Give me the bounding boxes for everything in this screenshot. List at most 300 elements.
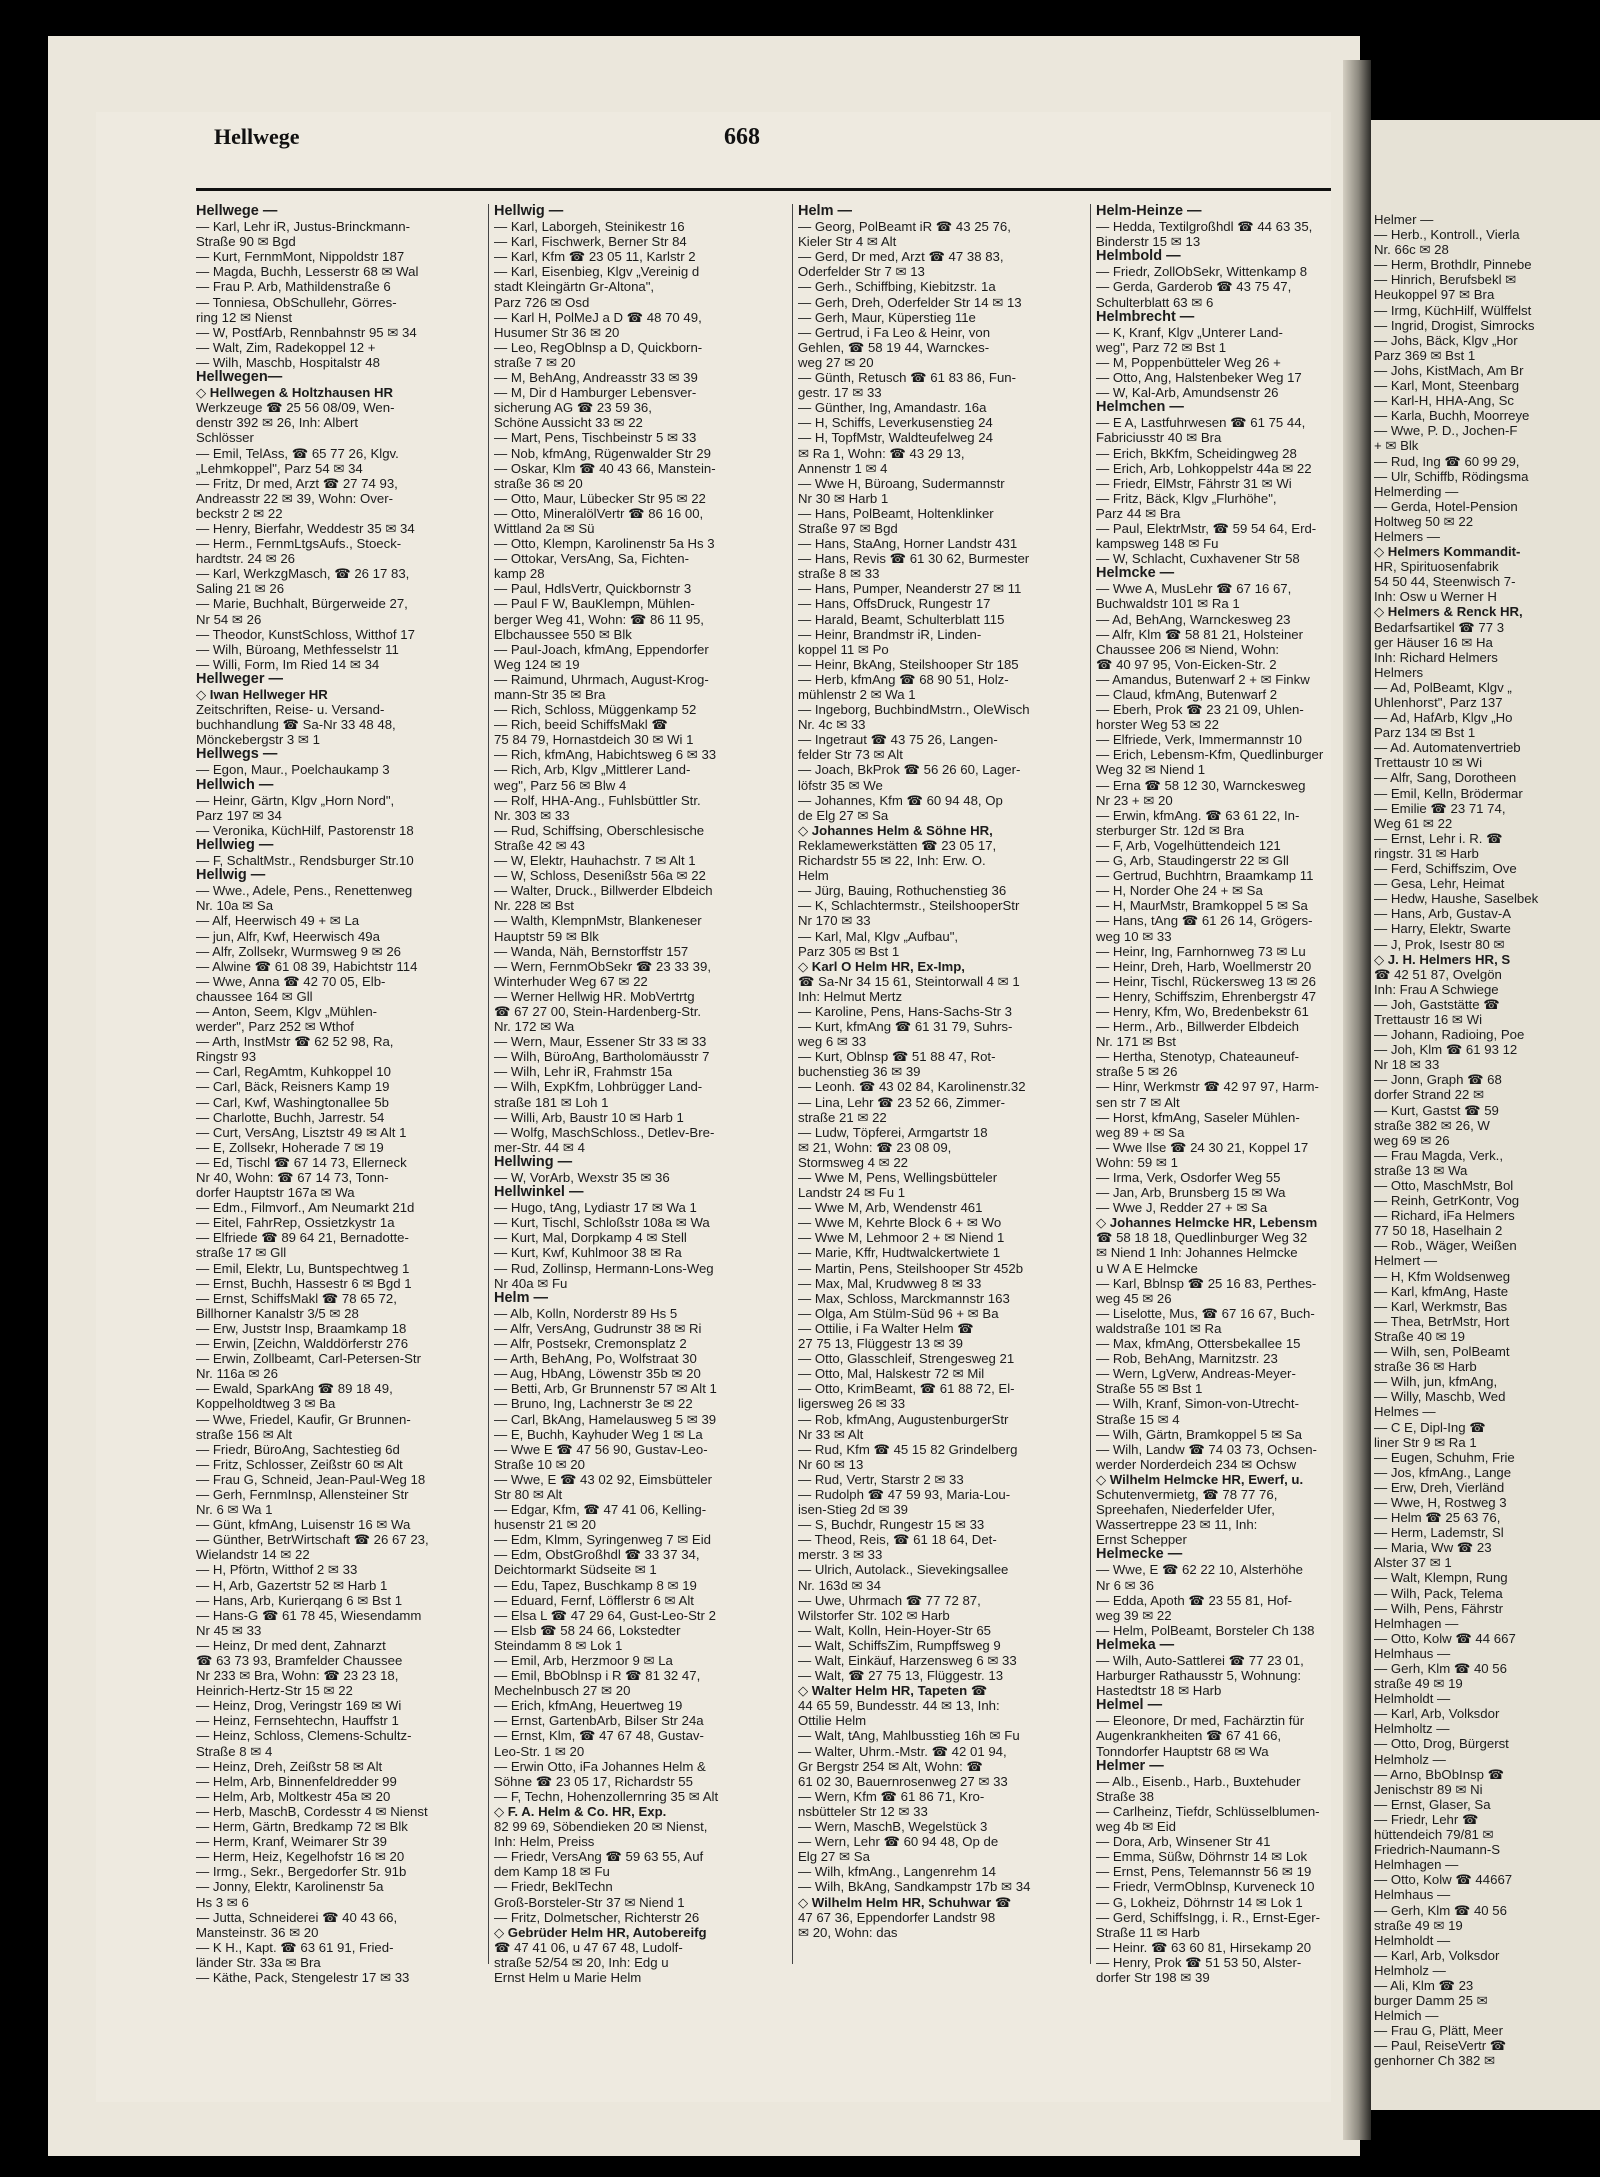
directory-entry: — Heinz, Fernsehtechn, Hauffstr 1 xyxy=(196,1713,399,1729)
directory-entry: Hauptstr 59 ✉ Blk xyxy=(494,928,599,944)
next-page-line: Parz 369 ✉ Bst 1 xyxy=(1374,347,1476,363)
directory-entry: Parz 726 ✉ Osd xyxy=(494,294,590,310)
next-page-line: — Gerh, Klm ☎ 40 56 xyxy=(1374,1902,1507,1918)
directory-entry: — Henry, Kfm, Wo, Bredenbekstr 61 xyxy=(1096,1003,1309,1019)
next-page-line: liner Str 9 ✉ Ra 1 xyxy=(1374,1434,1477,1450)
next-page-line: — Karl, Arb, Volksdor xyxy=(1374,1947,1500,1963)
directory-entry: — S, Buchdr, Rungestr 15 ✉ 33 xyxy=(798,1517,985,1533)
next-page-line: Helmerding — xyxy=(1374,483,1459,499)
directory-entry: — Helm, Arb, Moltkestr 45a ✉ 20 xyxy=(196,1788,391,1804)
directory-entry: — Nob, kfmAng, Rügenwalder Str 29 xyxy=(494,445,711,461)
directory-entry: Chaussee 206 ✉ Niend, Wohn: xyxy=(1096,641,1280,657)
directory-entry: — Edm, ObstGroßhdl ☎ 33 37 34, xyxy=(494,1547,700,1563)
next-page-line: — Irmg, KüchHilf, Wülffelst xyxy=(1374,302,1532,318)
directory-entry: — Alb., Eisenb., Harb., Buxtehuder xyxy=(1096,1773,1301,1789)
next-page-line: — Rob., Wäger, Weißen xyxy=(1374,1238,1517,1254)
directory-entry: gestr. 17 ✉ 33 xyxy=(798,385,882,401)
directory-entry: weg", Parz 56 ✉ Blw 4 xyxy=(494,777,627,793)
directory-entry: — Rudolph ☎ 47 59 93, Maria-Lou- xyxy=(798,1486,1011,1502)
directory-entry: — Rud, Kfm ☎ 45 15 82 Grindelberg xyxy=(798,1441,1018,1457)
directory-entry: — Herb, MaschB, Cordesstr 4 ✉ Nienst xyxy=(196,1803,428,1819)
directory-entry: Reklamewerkstätten ☎ 23 05 17, xyxy=(798,837,997,853)
directory-entry: — Gerd, SchiffsIngg, i. R., Ernst-Eger- xyxy=(1096,1909,1321,1925)
next-page-line: — Herm, Brothdlr, Pinnebe xyxy=(1374,257,1532,273)
directory-entry: — G, Lokheiz, Döhrnstr 14 ✉ Lok 1 xyxy=(1096,1894,1303,1910)
directory-entry: — Erich, Arb, Lohkoppelstr 44a ✉ 22 xyxy=(1096,460,1312,476)
directory-entry: — Leo, RegOblnsp a D, Quickborn- xyxy=(494,339,703,355)
directory-entry: — Max, kfmAng, Ottersbekallee 15 xyxy=(1096,1336,1301,1352)
next-page-line: 77 50 18, Haselhain 2 xyxy=(1374,1223,1503,1239)
directory-entry: — Friedr, VermOblnsp, Kurveneck 10 xyxy=(1096,1879,1315,1895)
directory-entry: — Wwe M, Lehmoor 2 + ✉ Niend 1 xyxy=(798,1230,1005,1246)
directory-entry: — Gertrud, i Fa Leo & Heinr, von xyxy=(798,324,991,340)
directory-entry: — Otto, KrimBeamt, ☎ 61 88 72, El- xyxy=(798,1381,1015,1397)
header-rule xyxy=(196,188,1331,191)
directory-entry: — Wwe, E ☎ 62 22 10, Alsterhöhe xyxy=(1096,1562,1304,1578)
directory-entry: hardtstr. 24 ✉ 26 xyxy=(196,551,296,567)
next-page-line: Helmhaus — xyxy=(1374,1645,1451,1661)
directory-entry: — Günt, kfmAng, Luisenstr 16 ✉ Wa xyxy=(196,1517,411,1533)
directory-entry: — Heinr, Dreh, Harb, Woellmerstr 20 xyxy=(1096,958,1312,974)
directory-entry: ring 12 ✉ Nienst xyxy=(196,309,293,325)
directory-entry: — Herm., Arb., Billwerder Elbdeich xyxy=(1096,1019,1300,1035)
directory-entry: Helm-Heinze — xyxy=(1096,204,1202,219)
directory-entry: — Carlheinz, Tiefdr, Schlüsselblumen- xyxy=(1096,1803,1320,1819)
next-page-line: Uhlenhorst", Parz 137 xyxy=(1374,695,1503,710)
directory-entry: — E, Zollsekr, Hoherade 7 ✉ 19 xyxy=(196,1139,384,1155)
directory-entry: Hs 3 ✉ 6 xyxy=(196,1894,249,1910)
directory-entry: — Karl, WerkzgMasch, ☎ 26 17 83, xyxy=(196,566,410,582)
directory-entry: — Karl, Fischwerk, Berner Str 84 xyxy=(494,234,687,250)
directory-entry: Wohn: 59 ✉ 1 xyxy=(1096,1154,1178,1170)
directory-entry: — Elsb ☎ 58 24 66, Lokstedter xyxy=(494,1622,681,1638)
directory-entry: — Ewald, SparkAng ☎ 89 18 49, xyxy=(196,1381,393,1397)
directory-entry: Hellwieg — xyxy=(196,836,274,853)
directory-entry: — E, Buchh, Kayhuder Weg 1 ✉ La xyxy=(494,1426,703,1442)
directory-entry: — Eberh, Prok ☎ 23 21 09, Uhlen- xyxy=(1096,702,1304,718)
directory-column-1 xyxy=(196,204,466,2094)
directory-entry: — Marie, Buchhalt, Bürgerweide 27, xyxy=(196,596,408,612)
directory-entry: — W, VorArb, Wexstr 35 ✉ 36 xyxy=(494,1170,670,1185)
directory-entry: Gr Bergstr 254 ✉ Alt, Wohn: ☎ xyxy=(798,1758,983,1774)
directory-entry: — Emil, Elektr, Lu, Buntspechtweg 1 xyxy=(196,1260,410,1276)
directory-entry: — Johannes, Kfm ☎ 60 94 48, Op xyxy=(798,792,1003,808)
directory-entry: — Uwe, Uhrmach ☎ 77 72 87, xyxy=(798,1592,981,1608)
directory-entry: — Alfr, VersAng, Gudrunstr 38 ✉ Ri xyxy=(494,1320,702,1336)
directory-entry: — Wwe A, MusLehr ☎ 67 16 67, xyxy=(1096,581,1292,597)
next-page-line: ◇ Helmers Kommandit- xyxy=(1374,544,1521,560)
directory-entry: — Henry, Prok ☎ 51 53 50, Alster- xyxy=(1096,1954,1302,1970)
next-page-line: — Otto, MaschMstr, Bol xyxy=(1374,1178,1514,1193)
directory-entry: mühlenstr 2 ✉ Wa 1 xyxy=(798,687,916,702)
directory-entry: — Wwe., Adele, Pens., Renettenweg xyxy=(196,883,413,899)
directory-entry: Nr. 10a ✉ Sa xyxy=(196,898,274,914)
directory-entry: buchhandlung ☎ Sa-Nr 33 48 48, xyxy=(196,717,396,733)
next-page-line: straße 49 ✉ 19 xyxy=(1374,1917,1463,1933)
next-page-line: — Gesa, Lehr, Heimat xyxy=(1374,876,1505,892)
directory-entry: — Ernst, Pens, Telemannstr 56 ✉ 19 xyxy=(1096,1864,1312,1880)
directory-entry: — Friedr, ElMstr, Fährstr 31 ✉ Wi xyxy=(1096,475,1292,491)
directory-entry: Nr. 303 ✉ 33 xyxy=(494,807,570,823)
directory-entry: ◇ Wilhelm Helm HR, Schuhwar ☎ xyxy=(798,1894,1012,1910)
directory-entry: — jun, Alfr, Kwf, Heerwisch 49a xyxy=(196,928,380,944)
next-page-line: — Rud, Ing ☎ 60 99 29, xyxy=(1374,453,1520,469)
directory-entry: Annenstr 1 ✉ 4 xyxy=(798,460,888,476)
directory-entry: ◇ Gebrüder Helm HR, Autobereifg xyxy=(494,1924,707,1940)
directory-entry: Fabriciusstr 40 ✉ Bra xyxy=(1096,430,1222,446)
directory-entry: — Wwe E ☎ 47 56 90, Gustav-Leo- xyxy=(494,1441,708,1457)
directory-entry: Wittland 2a ✉ Sü xyxy=(494,520,595,536)
directory-entry: werder Norderdeich 234 ✉ Ochsw xyxy=(1096,1456,1297,1472)
directory-entry: — Heinz, Drog, Veringstr 169 ✉ Wi xyxy=(196,1698,402,1714)
column-divider xyxy=(792,204,793,1964)
directory-entry: Straße 55 ✉ Bst 1 xyxy=(1096,1381,1203,1397)
directory-entry: — Theod, Reis, ☎ 61 18 64, Det- xyxy=(798,1532,997,1548)
directory-entry: kamp 28 xyxy=(494,566,545,582)
directory-entry: — Ludw, Töpferei, Armgartstr 18 xyxy=(798,1124,988,1140)
next-page-line: — Otto, Kolw ☎ 44 667 xyxy=(1374,1630,1516,1646)
directory-entry: Tonndorfer Hauptstr 68 ✉ Wa xyxy=(1096,1743,1269,1759)
directory-entry: Ernst Helm u Marie Helm xyxy=(494,1969,642,1985)
directory-entry: — Willi, Arb, Baustr 10 ✉ Harb 1 xyxy=(494,1109,684,1125)
directory-entry: — Hans, StaAng, Horner Landstr 431 xyxy=(798,536,1018,552)
directory-entry: — Erich, BkKfm, Scheidingweg 28 xyxy=(1096,445,1297,461)
directory-entry: — Walt, SchiffsZim, Rumpffsweg 9 xyxy=(798,1637,1001,1653)
directory-entry: — Martin, Pens, Steilshooper Str 452b xyxy=(798,1260,1024,1276)
directory-entry: Helm — xyxy=(798,204,852,219)
directory-entry: — Fritz, Schlosser, Zeißstr 60 ✉ Alt xyxy=(196,1456,403,1472)
directory-entry: sterburger Str. 12d ✉ Bra xyxy=(1096,822,1245,838)
next-page-line: Helmhagen — xyxy=(1374,1857,1459,1873)
directory-entry: — Wwe M, Kehrte Block 6 + ✉ Wo xyxy=(798,1215,1002,1231)
directory-entry: — Wern, Lehr ☎ 60 94 48, Op de xyxy=(798,1834,999,1850)
directory-entry: — Hans, Pumper, Neanderstr 27 ✉ 11 xyxy=(798,581,1022,597)
directory-entry: — Wolfg, MaschSchloss., Detlev-Bre- xyxy=(494,1124,715,1140)
directory-entry: — Willi, Form, Im Ried 14 ✉ 34 xyxy=(196,656,380,672)
directory-entry: — Gerh, Dreh, Oderfelder Str 14 ✉ 13 xyxy=(798,294,1022,310)
directory-entry: — Kurt, FernmMont, Nippoldstr 187 xyxy=(196,249,405,265)
directory-entry: Nr 54 ✉ 26 xyxy=(196,611,262,627)
next-page-line: — Maria, Ww ☎ 23 xyxy=(1374,1540,1492,1556)
directory-entry: — Kurt, Kwf, Kuhlmoor 38 ✉ Ra xyxy=(494,1245,682,1261)
directory-entry: — Emil, BbOblnsp i R ☎ 81 32 47, xyxy=(494,1668,701,1684)
directory-entry: — Edu, Tapez, Buschkamp 8 ✉ 19 xyxy=(494,1577,697,1593)
next-page-line: Inh: Osw u Werner H xyxy=(1374,589,1497,605)
directory-entry: — Walth, KlempnMstr, Blankeneser xyxy=(494,913,702,929)
directory-entry: Ottilie Helm xyxy=(798,1713,867,1729)
next-page-line: — Karla, Buchh, Moorreye xyxy=(1374,408,1530,424)
directory-entry: Helmel — xyxy=(1096,1697,1163,1714)
next-page-line: — Ulr, Schiffb, Rödingsma xyxy=(1374,468,1529,484)
directory-entry: — Heinz, Schloss, Clemens-Schultz- xyxy=(196,1728,412,1744)
next-page-line: HR, Spirituosenfabrik xyxy=(1374,559,1499,575)
directory-entry: Hellwing — xyxy=(494,1153,573,1170)
directory-entry: — Theodor, KunstSchloss, Witthof 17 xyxy=(196,626,415,642)
directory-entry: 82 99 69, Söbendieken 20 ✉ Nienst, xyxy=(494,1819,708,1835)
directory-entry: stadt Kleingärtn Gr-Altona", xyxy=(494,279,655,295)
directory-entry: weg 6 ✉ 33 xyxy=(798,1034,867,1050)
next-page-line: Helmholz — xyxy=(1374,1962,1446,1978)
directory-entry: — Otto, MineralölVertr ☎ 86 16 00, xyxy=(494,505,704,521)
directory-entry: horster Weg 53 ✉ 22 xyxy=(1096,717,1219,733)
directory-entry: ✉ Niend 1 Inh: Johannes Helmcke xyxy=(1096,1245,1298,1261)
directory-entry: — Eitel, FahrRep, Ossietzkystr 1a xyxy=(196,1215,395,1231)
next-page-line: Straße 40 ✉ 19 xyxy=(1374,1328,1465,1344)
next-page-line: — Richard, iFa Helmers xyxy=(1374,1208,1515,1224)
next-page-line: — Joh, Gaststätte ☎ xyxy=(1374,996,1500,1012)
directory-entry: sicherung AG ☎ 23 59 36, xyxy=(494,400,652,416)
directory-entry: — Alfr, Postsekr, Cremonsplatz 2 xyxy=(494,1336,687,1352)
directory-entry: weg 45 ✉ 26 xyxy=(1096,1290,1172,1306)
directory-entry: — Herb, kfmAng ☎ 68 90 51, Holz- xyxy=(798,671,1009,687)
directory-entry: — Wwe M, Pens, Wellingsbütteler xyxy=(798,1170,998,1185)
directory-entry: länder Str. 33a ✉ Bra xyxy=(196,1954,321,1970)
next-page-line: — Johs, Bäck, Klgv „Hor xyxy=(1374,332,1518,348)
directory-entry: — Paul F W, BauKlempn, Mühlen- xyxy=(494,596,695,612)
directory-entry: — M, Dir d Hamburger Lebensver- xyxy=(494,385,697,401)
next-page-line: — Ad. Automatenvertrieb xyxy=(1374,740,1521,756)
directory-entry: — Gertrud, Buchhtrn, Braamkamp 11 xyxy=(1096,868,1314,884)
directory-entry: — Wwe M, Arb, Wendenstr 461 xyxy=(798,1200,983,1216)
directory-entry: — Wwe H, Büroang, Sudermannstr xyxy=(798,475,1005,491)
directory-entry: Straße 11 ✉ Harb xyxy=(1096,1924,1200,1940)
next-page-line: — Ad, HafArb, Klgv „Ho xyxy=(1374,710,1513,726)
directory-entry: — Walt, Kolln, Hein-Hoyer-Str 65 xyxy=(798,1622,991,1638)
directory-entry: — Karl H, PolMeJ a D ☎ 48 70 49, xyxy=(494,309,702,325)
next-page-line: straße 49 ✉ 19 xyxy=(1374,1676,1463,1692)
directory-entry: — Alwine ☎ 61 08 39, Habichtstr 114 xyxy=(196,958,418,974)
next-page-line: genhorner Ch 382 ✉ xyxy=(1374,2053,1496,2069)
directory-entry: — Herm, Kranf, Weimarer Str 39 xyxy=(196,1834,388,1850)
directory-entry: „Lehmkoppel", Parz 54 ✉ 34 xyxy=(196,460,363,476)
directory-entry: — Hans, PolBeamt, Holtenklinker xyxy=(798,505,994,521)
directory-entry: — Rud, Vertr, Starstr 2 ✉ 33 xyxy=(798,1471,964,1487)
directory-entry: — Ingetraut ☎ 43 75 26, Langen- xyxy=(798,732,998,748)
next-page-line: — Harry, Elektr, Swarte xyxy=(1374,921,1511,937)
directory-entry: — Frau G, Schneid, Jean-Paul-Weg 18 xyxy=(196,1471,426,1487)
directory-entry: Groß-Borsteler-Str 37 ✉ Niend 1 xyxy=(494,1894,685,1910)
directory-entry: — Heinr, BkAng, Steilshooper Str 185 xyxy=(798,656,1019,672)
directory-entry: Mönckebergstr 3 ✉ 1 xyxy=(196,732,320,748)
next-page-line: — Karl, Mont, Steenbarg xyxy=(1374,378,1520,394)
next-page-line: Nr 18 ✉ 33 xyxy=(1374,1057,1440,1073)
next-page-line: — Gerh, Klm ☎ 40 56 xyxy=(1374,1661,1507,1676)
directory-entry: — Erwin, Zollbeamt, Carl-Petersen-Str xyxy=(196,1351,421,1367)
directory-entry: — Anton, Seem, Klgv „Mühlen- xyxy=(196,1003,378,1019)
directory-entry: — Heinr, Tischl, Rückersweg 13 ✉ 26 xyxy=(1096,973,1316,989)
next-page-line: — Wilh, jun, kfmAng, xyxy=(1374,1374,1498,1390)
directory-entry: — Ernst, GartenbArb, Bilser Str 24a xyxy=(494,1713,704,1729)
next-page-line: — Karl-H, HHA-Ang, Sc xyxy=(1374,393,1514,409)
directory-entry: — Ernst, Buchh, Hassestr 6 ✉ Bgd 1 xyxy=(196,1275,412,1291)
next-page-line: Trettaustr 16 ✉ Wi xyxy=(1374,1011,1483,1027)
next-page-line: — Ad, PolBeamt, Klgv „ xyxy=(1374,679,1512,695)
directory-entry: — Helm, Arb, Binnenfeldredder 99 xyxy=(196,1773,397,1789)
directory-entry: Hellwegen— xyxy=(196,369,283,386)
directory-entry: — Wern, MaschB, Wegelstück 3 xyxy=(798,1819,988,1835)
directory-page xyxy=(96,112,1331,2102)
directory-entry: Straße 38 xyxy=(1096,1788,1154,1804)
directory-entry: — Carl, Kwf, Washingtonallee 5b xyxy=(196,1094,390,1110)
book-spine xyxy=(1343,60,1371,2140)
directory-entry: — Harald, Beamt, Schulterblatt 115 xyxy=(798,611,1005,627)
directory-entry: — Frau P. Arb, Mathildenstraße 6 xyxy=(196,279,391,295)
directory-entry: — H, MaurMstr, Bramkoppel 5 ✉ Sa xyxy=(1096,898,1308,914)
directory-entry: ☎ 40 97 95, Von-Eicken-Str. 2 xyxy=(1096,656,1277,672)
directory-entry: — Rich, Schloss, Müggenkamp 52 xyxy=(494,702,697,718)
directory-entry: — Edm., Filmvorf., Am Neumarkt 21d xyxy=(196,1200,415,1216)
directory-entry: — Friedr, BüroAng, Sachtestieg 6d xyxy=(196,1441,400,1457)
directory-entry: — Hans, Arb, Kurierqang 6 ✉ Bst 1 xyxy=(196,1592,403,1608)
directory-entry: Helm — xyxy=(494,1289,548,1306)
directory-entry: — Heinr, Gärtn, Klgv „Horn Nord", xyxy=(196,792,395,808)
directory-entry: — Fritz, Bäck, Klgv „Flurhöhe", xyxy=(1096,490,1277,506)
directory-entry: — Henry, Schiffszim, Ehrenbergstr 47 xyxy=(1096,988,1317,1004)
next-page-line: — Ingrid, Drogist, Simrocks xyxy=(1374,317,1535,333)
directory-entry: — Kurt, Oblnsp ☎ 51 88 47, Rot- xyxy=(798,1049,996,1065)
directory-entry: — Walter, Druck., Billwerder Elbdeich xyxy=(494,883,713,899)
directory-entry: — Hugo, tAng, Lydiastr 17 ✉ Wa 1 xyxy=(494,1200,697,1216)
directory-entry: Nr 40, Wohn: ☎ 67 14 73, Tonn- xyxy=(196,1170,389,1185)
next-page-line: dorfer Strand 22 ✉ xyxy=(1374,1087,1485,1103)
directory-entry: — Rud, Zollinsp, Hermann-Lons-Weg xyxy=(494,1260,714,1276)
directory-entry: — Hinr, Werkmstr ☎ 42 97 97, Harm- xyxy=(1096,1079,1319,1095)
directory-entry: Weg 32 ✉ Niend 1 xyxy=(1096,762,1206,778)
directory-entry: Nr 233 ✉ Bra, Wohn: ☎ 23 23 18, xyxy=(196,1668,399,1684)
directory-entry: — Ottokar, VersAng, Sa, Fichten- xyxy=(494,551,689,567)
directory-entry: — Hans, tAng ☎ 61 26 14, Grögers- xyxy=(1096,913,1313,929)
directory-entry: — Leonh. ☎ 43 02 84, Karolinenstr.32 xyxy=(798,1079,1026,1095)
directory-entry: dorfer Hauptstr 167a ✉ Wa xyxy=(196,1185,355,1201)
directory-entry: Hellwig — xyxy=(494,204,564,219)
directory-column-3 xyxy=(798,204,1068,2094)
directory-entry: — Betti, Arb, Gr Brunnenstr 57 ✉ Alt 1 xyxy=(494,1381,717,1397)
directory-entry: — Edm, Klmm, Syringenweg 7 ✉ Eid xyxy=(494,1532,711,1548)
directory-entry: — Alfr, Klm ☎ 58 81 21, Holsteiner xyxy=(1096,626,1303,642)
directory-entry: — W, PostfArb, Rennbahnstr 95 ✉ 34 xyxy=(196,324,417,340)
directory-entry: de Elg 27 ✉ Sa xyxy=(798,807,889,823)
directory-entry: — K, Schlachtermstr., SteilshooperStr xyxy=(798,898,1020,914)
directory-entry: — Heinz, Dr med dent, Zahnarzt xyxy=(196,1637,386,1653)
directory-entry: Hellwege — xyxy=(196,204,278,219)
directory-entry: Nr 6 ✉ 36 xyxy=(1096,1577,1154,1593)
directory-entry: — Günther, BetrWirtschaft ☎ 26 67 23, xyxy=(196,1532,429,1548)
directory-entry: — Wwe Ilse ☎ 24 30 21, Koppel 17 xyxy=(1096,1139,1309,1155)
next-page-line: — Hinrich, Berufsbekl ✉ xyxy=(1374,272,1517,288)
directory-entry: Nr. 228 ✉ Bst xyxy=(494,898,574,914)
directory-entry: — Wilh, Lehr iR, Frahmstr 15a xyxy=(494,1064,673,1080)
directory-entry: — Karl, Kfm ☎ 23 05 11, Karlstr 2 xyxy=(494,249,696,265)
directory-entry: straße 181 ✉ Loh 1 xyxy=(494,1094,609,1110)
next-page-line: Helmholdt — xyxy=(1374,1932,1451,1948)
directory-entry: ◇ Hellwegen & Holtzhausen HR xyxy=(196,385,393,401)
directory-entry: — H, TopfMstr, Waldteufelweg 24 xyxy=(798,430,993,446)
directory-entry: — Wilh, kfmAng., Langenrehm 14 xyxy=(798,1864,996,1880)
directory-entry: werder", Parz 252 ✉ Wthof xyxy=(196,1019,354,1035)
directory-entry: — M, Poppenbütteler Weg 26 + xyxy=(1096,354,1281,370)
directory-entry: — Wilh, Landw ☎ 74 03 73, Ochsen- xyxy=(1096,1441,1317,1457)
directory-entry: Helmecke — xyxy=(1096,1546,1183,1563)
directory-entry: ✉ 20, Wohn: das xyxy=(798,1924,898,1940)
directory-entry: — Wilh, Büroang, Methfesselstr 11 xyxy=(196,641,399,657)
directory-entry: — Friedr, BeklTechn xyxy=(494,1879,613,1895)
directory-entry: — Walt, tAng, Mahlbusstieg 16h ✉ Fu xyxy=(798,1728,1020,1744)
directory-entry: ◇ Wilhelm Helmcke HR, Ewerf, u. xyxy=(1096,1471,1304,1487)
directory-entry: weg", Parz 72 ✉ Bst 1 xyxy=(1096,339,1227,355)
directory-entry: Mansteinstr. 36 ✉ 20 xyxy=(196,1924,319,1940)
directory-entry: — Wwe, Anna ☎ 42 70 05, Elb- xyxy=(196,973,386,989)
directory-entry: Landstr 24 ✉ Fu 1 xyxy=(798,1185,906,1201)
directory-entry: — Emil, TelAss, ☎ 65 77 26, Klgv. xyxy=(196,445,399,461)
directory-entry: straße 36 ✉ 20 xyxy=(494,475,583,491)
directory-entry: Helmbold — xyxy=(1096,248,1181,265)
directory-entry: straße 21 ✉ 22 xyxy=(798,1109,887,1125)
next-page-line: Helmholdt — xyxy=(1374,1691,1451,1707)
column-divider xyxy=(488,204,489,1964)
next-page-line: Weg 61 ✉ 22 xyxy=(1374,815,1453,831)
directory-entry: — Wilh, BkAng, Sandkampstr 17b ✉ 34 xyxy=(798,1879,1031,1895)
directory-entry: denstr 392 ✉ 26, Inh: Albert xyxy=(196,415,359,431)
next-page-line: Inh: Richard Helmers xyxy=(1374,649,1498,665)
directory-entry: — Wwe J, Redder 27 + ✉ Sa xyxy=(1096,1200,1268,1216)
directory-entry: Kieler Str 4 ✉ Alt xyxy=(798,234,897,250)
directory-entry: — Wilh, Maschb, Hospitalstr 48 xyxy=(196,354,380,370)
directory-entry: — H, Norder Ohe 24 + ✉ Sa xyxy=(1096,883,1263,899)
directory-entry: dorfer Str 198 ✉ 39 xyxy=(1096,1969,1210,1985)
directory-entry: ◇ Iwan Hellweger HR xyxy=(196,687,328,702)
directory-entry: — Veronika, KüchHilf, Pastorenstr 18 xyxy=(196,822,414,838)
directory-entry: — Claud, kfmAng, Butenwarf 2 xyxy=(1096,687,1278,702)
directory-entry: straße 17 ✉ Gll xyxy=(196,1245,287,1261)
directory-entry: — Karl, Bblnsp ☎ 25 16 83, Perthes- xyxy=(1096,1275,1317,1291)
directory-entry: — Heinr. ☎ 63 60 81, Hirsekamp 20 xyxy=(1096,1939,1312,1955)
directory-entry: — Rud, Schiffsing, Oberschlesische xyxy=(494,822,705,838)
directory-entry: isen-Stieg 2d ✉ 39 xyxy=(798,1502,909,1518)
next-page-line: — Willy, Maschb, Wed xyxy=(1374,1389,1506,1405)
directory-entry: — Wern, Maur, Essener Str 33 ✉ 33 xyxy=(494,1034,707,1050)
directory-entry: Harburger Rathausstr 5, Wohnung: xyxy=(1096,1668,1302,1684)
directory-entry: Hastedtstr 18 ✉ Harb xyxy=(1096,1683,1222,1699)
next-page-line: ◇ J. H. Helmers HR, S xyxy=(1374,951,1511,967)
next-page-line: — Gerda, Hotel-Pension xyxy=(1374,498,1518,514)
directory-column-4 xyxy=(1096,204,1331,2094)
directory-entry: Hellwich — xyxy=(196,776,274,793)
next-page-line: Helmhaus — xyxy=(1374,1887,1451,1903)
directory-entry: Straße 10 ✉ 20 xyxy=(494,1456,585,1472)
directory-entry: ✉ Ra 1, Wohn: ☎ 43 29 13, xyxy=(798,445,965,461)
directory-entry: Nr 23 + ✉ 20 xyxy=(1096,792,1173,808)
directory-entry: — Hertha, Stenotyp, Chateauneuf- xyxy=(1096,1049,1300,1065)
directory-entry: — Bruno, Ing, Lachnerstr 3e ✉ 22 xyxy=(494,1396,693,1412)
directory-entry: Wilstorfer Str. 102 ✉ Harb xyxy=(798,1607,950,1623)
directory-entry: — Heinr, Ing, Farnhornweg 73 ✉ Lu xyxy=(1096,943,1306,959)
next-page-line: — J, Prok, Isestr 80 ✉ xyxy=(1374,936,1505,952)
next-page-fragment xyxy=(1368,120,1600,2110)
directory-entry: — Günth, Retusch ☎ 61 83 86, Fun- xyxy=(798,370,1017,386)
directory-entry: ☎ Sa-Nr 34 15 61, Steintorwall 4 ✉ 1 xyxy=(798,973,1020,989)
next-page-line: Helmholtz — xyxy=(1374,1721,1450,1737)
directory-entry: — Georg, PolBeamt iR ☎ 43 25 76, xyxy=(798,219,1011,235)
directory-entry: — Oskar, Klm ☎ 40 43 66, Manstein- xyxy=(494,460,716,476)
next-page-line: — Paul, ReiseVertr ☎ xyxy=(1374,2038,1507,2054)
directory-entry: Helmbrecht — xyxy=(1096,308,1195,325)
directory-entry: — Ed, Tischl ☎ 67 14 73, Ellerneck xyxy=(196,1154,407,1170)
directory-entry: Nr 33 ✉ Alt xyxy=(798,1426,864,1442)
next-page-line: Friedrich-Naumann-S xyxy=(1374,1842,1501,1858)
directory-entry: waldstraße 101 ✉ Ra xyxy=(1096,1320,1222,1336)
directory-entry: — Erich, kfmAng, Heuertweg 19 xyxy=(494,1698,683,1714)
directory-entry: — Liselotte, Mus, ☎ 67 16 67, Buch- xyxy=(1096,1305,1315,1321)
